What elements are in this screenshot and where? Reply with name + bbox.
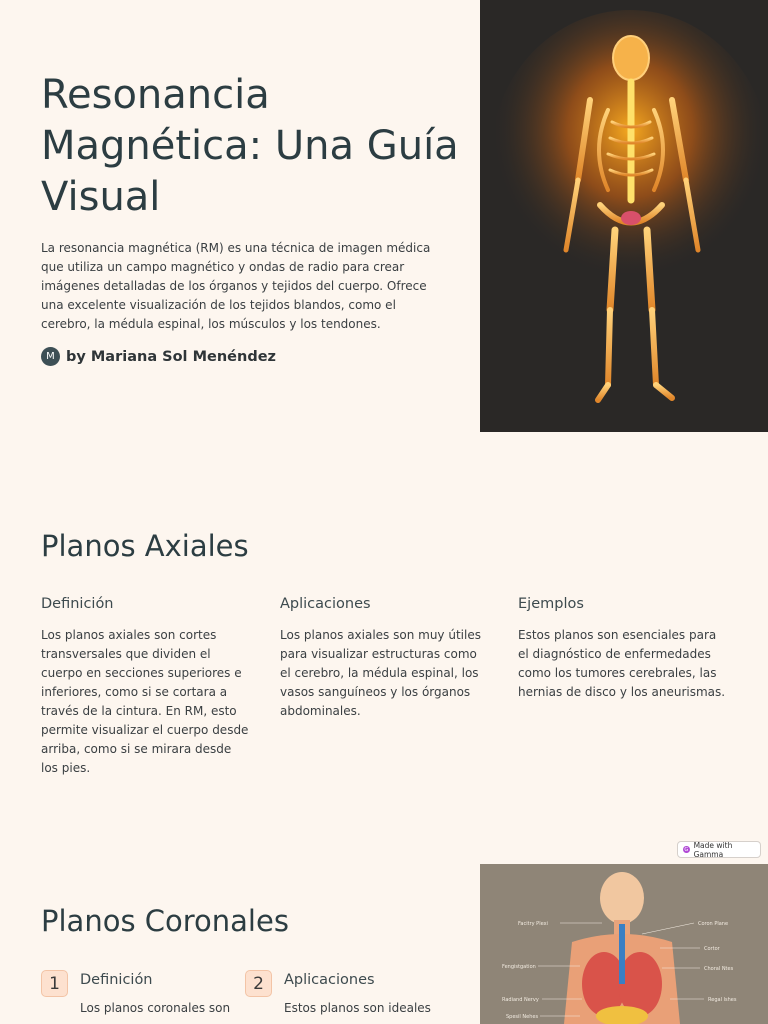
- anatomy-image: [480, 864, 768, 1024]
- anatomy-label-left-0: Facitry Plexi: [518, 921, 548, 927]
- column-heading: Ejemplos: [518, 596, 584, 612]
- column-heading: Aplicaciones: [280, 596, 371, 612]
- badge-label: Made with Gamma: [693, 840, 733, 859]
- gamma-logo-icon: G: [684, 846, 689, 853]
- axial-column-definition: [41, 596, 251, 778]
- coronal-heading-applications: Aplicaciones: [284, 972, 375, 988]
- made-with-gamma-badge[interactable]: [677, 841, 761, 858]
- axial-column-applications: [280, 596, 490, 721]
- avatar: M: [41, 347, 60, 366]
- coronal-text-definition: Los planos coronales son: [80, 1001, 231, 1015]
- anatomy-label-right-0: Coron Plane: [698, 921, 729, 927]
- anatomy-label-left-3: Spesil Nehes: [506, 1014, 539, 1020]
- anatomy-label-left-2: Radiand Nervy: [502, 997, 539, 1003]
- column-text: Los planos axiales son muy útiles para visualizar estructuras como el cerebro, la médula espinal, los vasos sanguíneos y los órganos abdominales.: [280, 628, 481, 718]
- page-title: Resonancia Magnética: Una Guía Visual: [41, 72, 459, 220]
- column-text: Los planos axiales son cortes transversales que dividen el cuerpo en secciones superiores e inferiores, como si se cortara a través de la cintura. En RM, esto permite visualizar el cuerpo desde arriba, como si se mirara desde los pies.: [41, 628, 249, 775]
- column-heading: Definición: [41, 596, 114, 612]
- axial-column-examples: [518, 596, 728, 702]
- step-number-1: 1: [41, 970, 68, 997]
- anatomy-label-right-2: Choral Ntes: [704, 966, 734, 972]
- step-number-2: 2: [245, 970, 272, 997]
- section-title-coronal: Planos Coronales: [41, 904, 289, 938]
- column-text: Estos planos son esenciales para el diagnóstico de enfermedades como los tumores cerebrales, las hernias de disco y los aneurismas.: [518, 628, 726, 699]
- author-name: by Mariana Sol Menéndez: [66, 348, 276, 365]
- anatomy-label-left-1: Fengistgation: [502, 964, 536, 970]
- coronal-text-applications: Estos planos son ideales: [284, 1001, 431, 1015]
- skeleton-illustration: [480, 0, 768, 432]
- anatomy-label-right-3: Regal Ishes: [708, 997, 737, 1003]
- anatomy-illustration: [480, 864, 768, 1024]
- anatomy-label-right-1: Cortor: [704, 946, 720, 952]
- skeleton-image: [480, 0, 768, 432]
- author-byline: [41, 347, 276, 366]
- section-title-axial: Planos Axiales: [41, 529, 249, 563]
- coronal-heading-definition: Definición: [80, 972, 153, 988]
- intro-paragraph: La resonancia magnética (RM) es una técnica de imagen médica que utiliza un campo magnético y ondas de radio para crear imágenes detalladas de los órganos y tejidos del cuerpo. Ofrece una excelente visualización de los tejidos blandos, como el cerebro, la médula espinal, los músculos y los tendones.: [41, 241, 431, 331]
